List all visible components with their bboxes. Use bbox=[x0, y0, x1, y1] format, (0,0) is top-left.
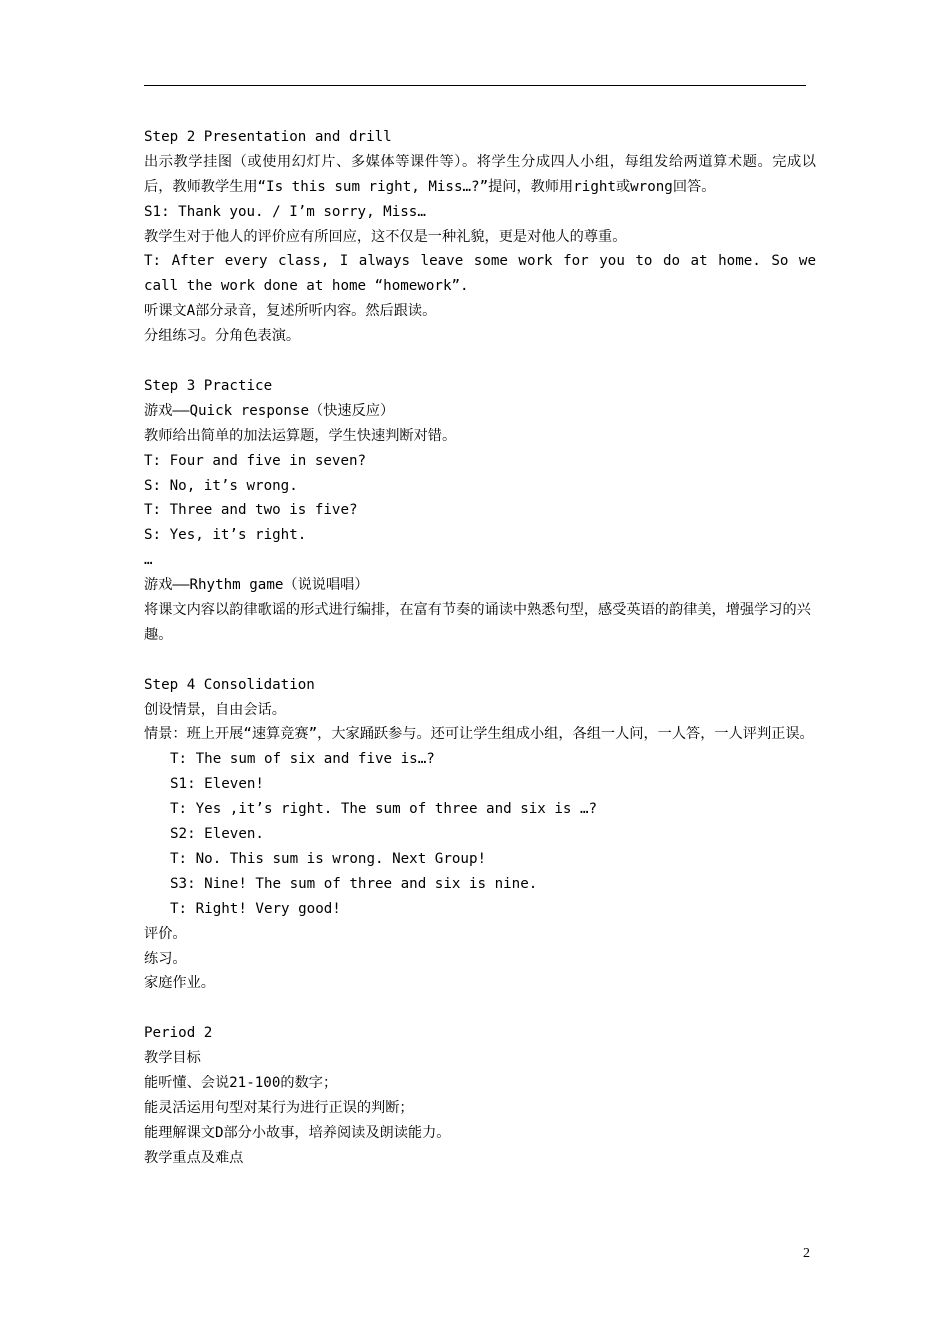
step2-paragraph-2: T: After every class, I always leave some work for you to do at home. So we call the work done at home “homework”. bbox=[144, 253, 816, 295]
step2-paragraph-1: 出示教学挂图（或使用幻灯片、多媒体等课件等）。将学生分成四人小组，每组发给两道算术题。完成以后，教师教学生用“Is this sum right, Miss…?”提问，教师用right或wrong回答。 bbox=[144, 153, 816, 195]
period2-objective-2: 能灵活运用句型对某行为进行正误的判断； bbox=[144, 1099, 414, 1116]
step3-dialogue-3: T: Three and two is five? bbox=[144, 502, 358, 519]
period2-objective-1: 能听懂、会说21-100的数字； bbox=[144, 1074, 338, 1091]
step4-line-3: 练习。 bbox=[144, 950, 187, 967]
step3-heading: Step 3 Practice bbox=[144, 377, 273, 394]
step3-game-1-title: 游戏——Quick response（快速反应） bbox=[144, 402, 395, 419]
step4-dialogue-3: T: Yes ,it’s right. The sum of three and six is …? bbox=[170, 801, 598, 818]
step4-dialogue-1: T: The sum of six and five is…? bbox=[170, 751, 435, 768]
step4-heading: Step 4 Consolidation bbox=[144, 676, 315, 693]
step3-game-2-description: 将课文内容以韵律歌谣的形式进行编排，在富有节奏的诵读中熟悉句型，感受英语的韵律美，增强学习的兴趣。 bbox=[144, 601, 811, 643]
step2-line-4: 分组练习。分角色表演。 bbox=[144, 328, 301, 345]
step4-dialogue-6: S3: Nine! The sum of three and six is nine. bbox=[170, 875, 538, 892]
period2-heading: Period 2 bbox=[144, 1025, 213, 1042]
step4-dialogue-2: S1: Eleven! bbox=[170, 776, 264, 793]
step2-line-1: S1: Thank you. / I’m sorry, Miss… bbox=[144, 203, 426, 220]
step3-dialogue-1: T: Four and five in seven? bbox=[144, 452, 367, 469]
period2-objectives-title: 教学目标 bbox=[144, 1050, 201, 1067]
page-number: 2 bbox=[803, 1246, 810, 1261]
spacer bbox=[144, 648, 816, 673]
period2-objective-3: 能理解课文D部分小故事，培养阅读及朗读能力。 bbox=[144, 1124, 451, 1141]
step3-game-1-description: 教师给出简单的加法运算题，学生快速判断对错。 bbox=[144, 427, 457, 444]
step3-ellipsis: … bbox=[144, 552, 153, 569]
step4-dialogue-4: S2: Eleven. bbox=[170, 826, 264, 843]
step3-dialogue-2: S: No, it’s wrong. bbox=[144, 477, 298, 494]
step3-dialogue-4: S: Yes, it’s right. bbox=[144, 527, 307, 544]
step4-dialogue-5: T: No. This sum is wrong. Next Group! bbox=[170, 850, 487, 867]
step2-line-2: 教学生对于他人的评价应有所回应，这不仅是一种礼貌，更是对他人的尊重。 bbox=[144, 228, 627, 245]
step2-line-3: 听课文A部分录音，复述所听内容。然后跟读。 bbox=[144, 303, 437, 320]
header-rule bbox=[144, 85, 806, 86]
step3-game-2-title: 游戏——Rhythm game（说说唱唱） bbox=[144, 577, 369, 594]
step4-line-4: 家庭作业。 bbox=[144, 975, 215, 992]
step4-line-1: 创设情景，自由会话。 bbox=[144, 701, 286, 718]
spacer bbox=[144, 349, 816, 374]
document-body bbox=[144, 125, 816, 1171]
step4-line-2: 评价。 bbox=[144, 925, 187, 942]
step2-heading: Step 2 Presentation and drill bbox=[144, 129, 392, 145]
spacer bbox=[144, 996, 816, 1021]
period2-key-points-title: 教学重点及难点 bbox=[144, 1149, 244, 1166]
step4-dialogue-7: T: Right! Very good! bbox=[170, 900, 341, 917]
step4-scenario: 情景：班上开展“速算竞赛”，大家踊跃参与。还可让学生组成小组，各组一人问，一人答，一人评判正误。 bbox=[144, 726, 814, 743]
